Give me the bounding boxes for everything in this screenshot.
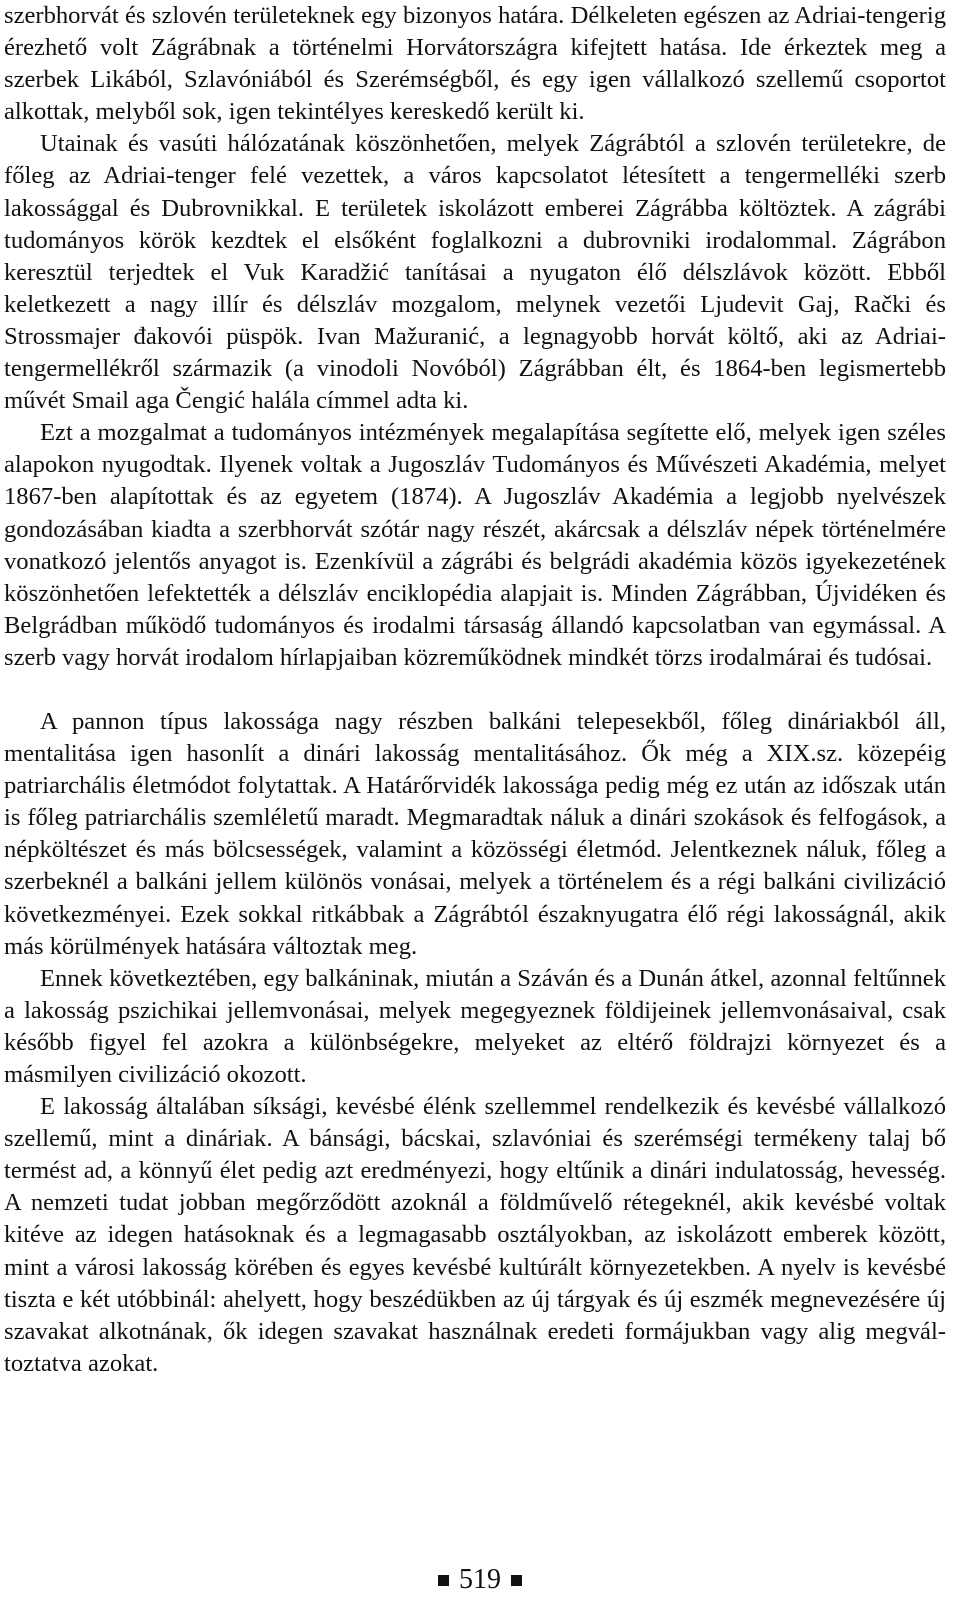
paragraph: Ezt a mozgalmat a tudományos intézmények megalapítása segítette elő, melyek igen széles alapokon nyugodtak. Ilyenek voltak a Jugoszláv Tudományos és Művészeti Akadémia, melyet 1867-ben alapítottak és az egyetem (1874). A Jugoszláv Akadémia a legjobb nyelvészek gondozásában kiadta a szerbhorvát szótár nagy részét, akárcsak a délszláv népek történelmére vonatkozó jelentős anyagot is. Ezenkívül a zágrábi és belgrádi akadémia közös igyekezetének köszönhetően lefektették a délszláv enciklopédia alapjait is. Minden Zágrábban, Újvidéken és Belgrádban működő tudományos és irodalmi társaság állandó kapcsolatban van egymással. A szerb vagy horvát irodalom hírlapjaiban közreműködnek mindkét törzs irodalmárai és tudósai. — [4, 419, 946, 671]
page-footer — [0, 1562, 960, 1598]
paragraph: E lakosság általában síksági, kevésbé élénk szellemmel rendelkezik és kevésbé vállalkozó szellemű, mint a dináriak. A bánsági, bácskai, szlavóniai és szerémségi termékeny talaj bő termést ad, a könnyű élet pedig azt eredményezi, hogy eltűnik a dinári indulatosság, hevesség. A nemzeti tudat jobban megőrződött azoknál a földművelő rétegeknél, akik kevésbé voltak kitéve az idegen hatásoknak és a legmagasabb osztályokban, az iskolázott emberek között, mint a városi lakosság körében és egyes kevésbé kultúrált környezetekben. A nyelv is kevésbé tiszta e két utóbbinál: ahelyett, hogy beszédükben az új tárgyak és új eszmék megnevezésére új szavakat alkotnának, ők idegen szavakat használnak eredeti formájukban vagy alig megváltoztatva azokat. — [4, 1093, 946, 1377]
paragraph: Ennek következtében, egy balkáninak, miután a Száván és a Dunán átkel, azonnal feltűnnek a lakosság pszichikai jellemvonásai, melyek megegyeznek földijeinek jellemvonásaival, csak később figyel fel azokra a különbségekre, melyeket az eltérő földrajzi környezet és a másmilyen civilizáció okozott. — [4, 964, 946, 1088]
square-bullet-icon — [511, 1575, 522, 1586]
paragraph-continued: szerbhorvát és szlovén területeknek egy bizonyos határa. Délkeleten egészen az Adriai-tengerig érezhető volt Zágrábnak a történelmi Horvátországra kifejtett hatása. Ide érkeztek meg a szerbek Likából, Szlavóniából és Szerémségből, és egy igen vállalkozó szellemű csoportot alkottak, melyből sok, igen tekintélyes kereskedő került ki. — [4, 2, 946, 126]
body-text — [4, 0, 946, 1380]
square-bullet-icon — [438, 1575, 449, 1586]
paragraph: A pannon típus lakossága nagy részben balkáni telepesekből, főleg dináriakból áll, mentalitása igen hasonlít a dinári lakosság mentalitásához. Ők még a XIX.sz. közepéig patriarchális életmódot folytattak. A Határőrvidék lakossága pedig még ez után az időszak után is főleg patriarchális szemléletű maradt. Megmaradtak náluk a dinári szokások és felfogások, a népköltészet és más bölcsességek, valamint a közösségi életmód. Jelentkeznek náluk, főleg a szerbeknél a balkáni jellem különös vonásai, melyek a történelem és a régi balkáni civilizáció következményei. Ezek sokkal ritkábbak a Zágrábtól északnyugatra élő régi lakosságnál, akik más körülmények hatására változtak meg. — [4, 707, 946, 960]
page-number: 519 — [459, 1564, 501, 1595]
paragraph: Utainak és vasúti hálózatának köszönhetően, melyek Zágrábtól a szlovén területekre, de főleg az Adriai-tenger felé vezettek, a város kapcsolatot létesített a tengermelléki szerb lakossággal és Dubrovnikkal. E területek iskolázott emberei Zágrábba költöztek. A zágrábi tudományos körök kezdtek el elsőként foglalkozni a dubrovniki irodalommal. Zágrábon keresztül terjedtek el Vuk Karadžić tanításai a nyugaton élő délszlávok között. Ebből keletkezett a nagy illír és délszláv mozgalom, melynek vezetői Ljudevit Gaj, Rački és Strossmajer đakovói püspök. Ivan Mažuranić, a legnagyobb horvát költő, aki az Adriai-tengermellékről származik (a vinodoli Novóból) Zágrábban élt, és 1864-ben legismertebb művét Smail aga Čengić halála címmel adta ki. — [4, 130, 946, 415]
